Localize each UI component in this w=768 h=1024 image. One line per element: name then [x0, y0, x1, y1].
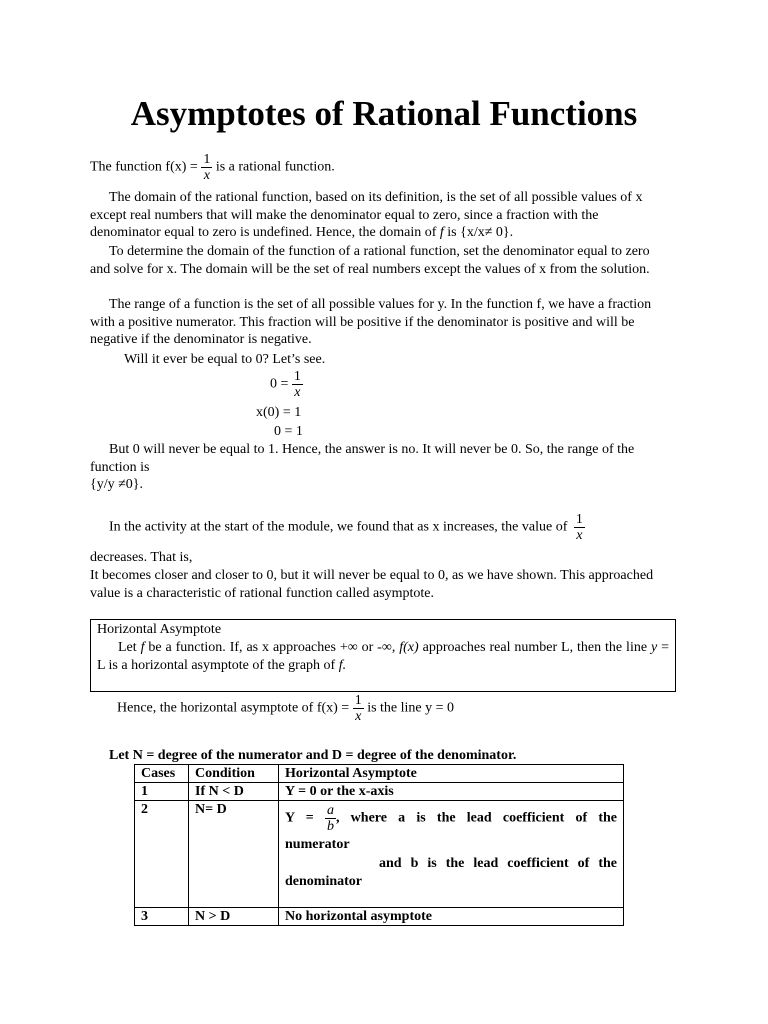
asymptote-line-2: numerator — [285, 837, 350, 852]
header-cases: Cases — [135, 765, 189, 783]
condition-cell: If N < D — [189, 783, 279, 801]
fraction-denominator: x — [576, 528, 583, 543]
case-cell: 3 — [135, 908, 189, 926]
box-text1: be a function. If, as x approaches +∞ or -∞, — [144, 640, 400, 655]
activity-pre: In the activity at the start of the module, we found that as x increases, the value of — [109, 519, 568, 535]
determine-paragraph: To determine the domain of the function of a rational function, set the denominator equal to zero and solve for x. The domain will be the set of real numbers except the values of x from the solution. — [90, 244, 650, 277]
range-paragraph: The range of a function is the set of all possible values for y. In the function f, we have a fraction with a positive numerator. This fraction will be positive if the denominator is positive and will be negative if the denominator is negative. — [90, 297, 652, 348]
domain-text: The domain of the rational function, based on its definition, is the set of all possible values of x except real numbers that will make the denominator equal to zero, since a fraction with the denominator equal to zero is undefined. Hence, the domain of — [90, 190, 643, 241]
box-y: y — [650, 640, 658, 655]
box-f2: f. — [338, 658, 347, 673]
fraction-numerator: a — [326, 803, 334, 818]
box-text2: approaches real number L, then the line — [418, 640, 651, 655]
domain-set: is {x/x≠ 0}. — [443, 225, 514, 241]
asymptote-cell: No horizontal asymptote — [279, 908, 624, 926]
case-cell: 1 — [135, 783, 189, 801]
asymptote-cell — [279, 801, 624, 908]
equation-3: 0 = 1 — [274, 424, 303, 439]
domain-paragraph — [90, 189, 672, 242]
box-heading: Horizontal Asymptote — [97, 622, 222, 637]
condition-cell: N > D — [189, 908, 279, 926]
equation-1-fraction — [292, 369, 303, 400]
activity-fraction — [574, 512, 585, 543]
fraction-denominator: x — [294, 385, 301, 400]
fraction-denominator: x — [203, 168, 210, 183]
table-row — [135, 908, 624, 926]
fraction-numerator: 1 — [575, 512, 583, 527]
fraction-denominator: x — [355, 709, 362, 724]
box-fx: f(x) — [399, 640, 419, 655]
table-row — [135, 783, 624, 801]
closer-paragraph: It becomes closer and closer to 0, but it will never be equal to 0, as we have shown. This approached value is a characteristic of rational function called asymptote. — [90, 568, 654, 601]
hence-fraction — [353, 693, 364, 724]
hence-pre: Hence, the horizontal asymptote of f(x) = — [117, 700, 353, 716]
intro-pre: The function f(x) = — [90, 159, 202, 175]
fraction-numerator: 1 — [354, 693, 362, 708]
range-set: {y/y ≠0}. — [90, 477, 144, 492]
fraction-denominator: b — [326, 819, 334, 834]
table-header-row — [135, 765, 624, 783]
box-body — [97, 639, 669, 675]
asymptote-line-4: denominator — [285, 874, 362, 889]
intro-post: is a rational function. — [212, 159, 335, 175]
activity-line — [109, 512, 585, 543]
asymptote-line-3 — [285, 855, 617, 873]
case-cell: 2 — [135, 801, 189, 908]
condition-cell: N= D — [189, 801, 279, 908]
domain-f: f — [439, 225, 444, 241]
asymptote-line-1-text: , where a is the lead coefficient of the — [335, 810, 618, 826]
fraction-numerator: 1 — [203, 152, 211, 167]
box-text3: = L is a horizontal asymptote of the graph of — [97, 640, 669, 673]
equation-1-left: 0 = — [270, 376, 292, 392]
table-row — [135, 801, 624, 908]
asymptote-cell: Y = 0 or the x-axis — [279, 783, 624, 801]
horizontal-asymptote-definition-box — [90, 619, 676, 692]
equation-2: x(0) = 1 — [256, 405, 302, 420]
fraction-numerator: 1 — [293, 369, 301, 384]
a-over-b-fraction — [325, 803, 336, 834]
asymptote-line-3-text: and b is the lead coefficient of the — [379, 856, 617, 871]
intro-line — [90, 152, 335, 183]
box-f: f — [140, 640, 145, 655]
question-line: Will it ever be equal to 0? Let’s see. — [124, 352, 326, 367]
hence-line — [117, 693, 454, 724]
fraction-one-over-x — [201, 152, 212, 183]
hence-post: is the line y = 0 — [363, 700, 455, 716]
header-condition: Condition — [189, 765, 279, 783]
never-paragraph: But 0 will never be equal to 1. Hence, the answer is no. It will never be 0. So, the range of the function is — [90, 442, 635, 475]
y-equals: Y = — [285, 810, 325, 826]
equation-1 — [270, 369, 303, 400]
table-intro: Let N = degree of the numerator and D = degree of the denominator. — [109, 748, 517, 763]
box-let: Let — [118, 640, 141, 655]
asymptote-line-1 — [285, 803, 617, 834]
page-title: Asymptotes of Rational Functions — [130, 94, 638, 133]
asymptote-table — [134, 764, 624, 926]
activity-post: decreases. That is, — [90, 550, 193, 565]
header-horizontal-asymptote: Horizontal Asymptote — [279, 765, 624, 783]
